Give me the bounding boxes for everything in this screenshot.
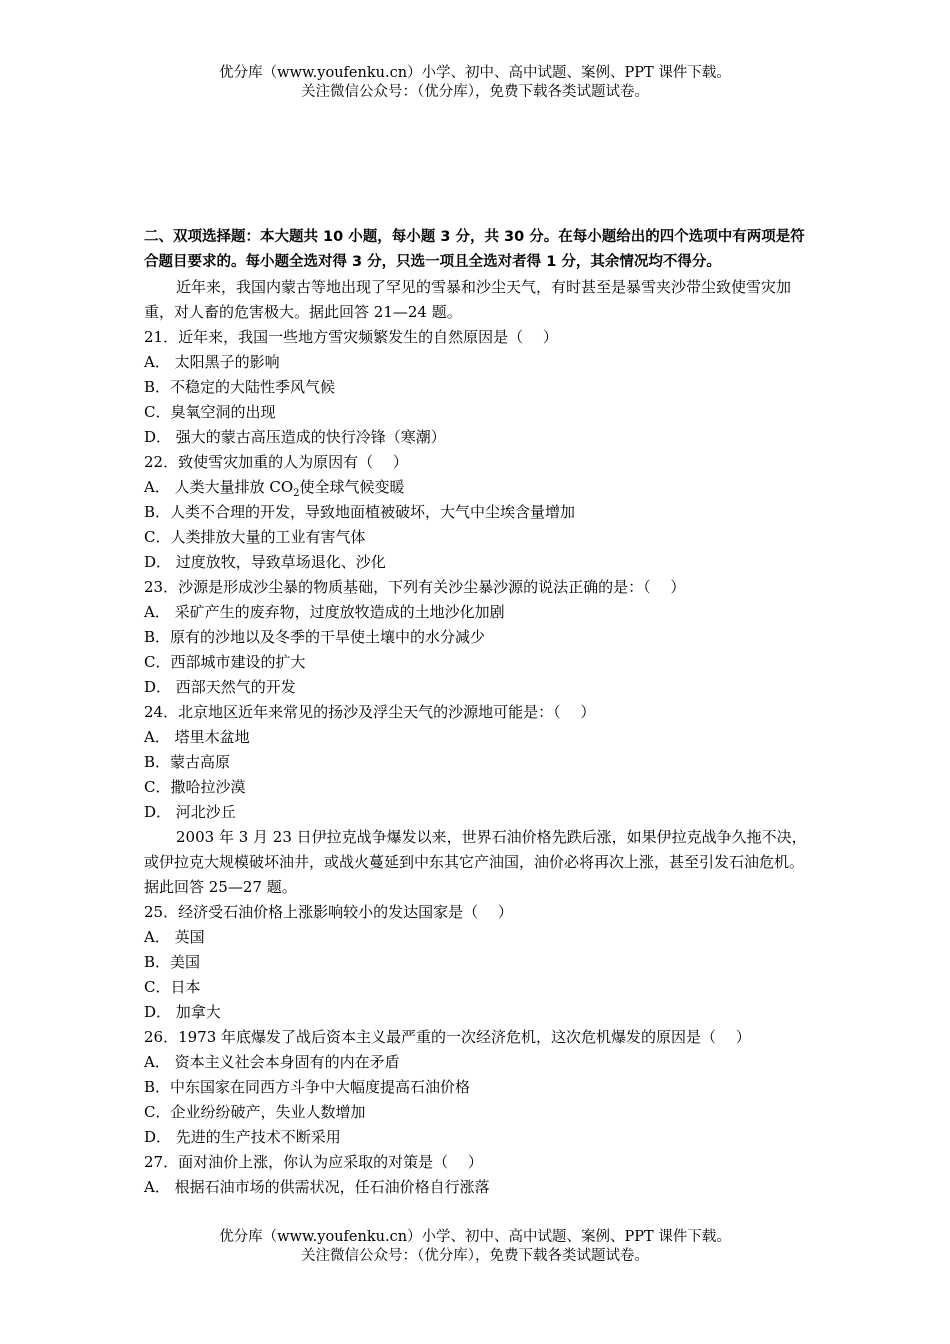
footer-line-1: 优分库（www.youfenku.cn）小学、初中、高中试题、案例、PPT 课件下载。 (219, 1229, 731, 1245)
question-22 (144, 450, 810, 575)
question-stem: 24．北京地区近年来常见的扬沙及浮尘天气的沙源地可能是：（ ） (144, 703, 596, 721)
question-26 (144, 1025, 810, 1150)
option-d: D． 加拿大 (144, 1003, 221, 1021)
option-a-text: A． 人类大量排放 CO (144, 478, 294, 496)
option-a (144, 475, 810, 500)
option-a: A． 资本主义社会本身固有的内在矛盾 (144, 1053, 400, 1071)
header-line-2: 关注微信公众号：（优分库），免费下载各类试题试卷。 (301, 84, 649, 100)
option-c: C．日本 (144, 978, 201, 996)
option-a: A． 英国 (144, 928, 205, 946)
question-21 (144, 325, 810, 450)
question-24 (144, 700, 810, 825)
question-stem: 26．1973 年底爆发了战后资本主义最严重的一次经济危机，这次危机爆发的原因是（ ） (144, 1028, 751, 1046)
option-d: D． 过度放牧，导致草场退化、沙化 (144, 553, 386, 571)
option-d: D． 先进的生产技术不断采用 (144, 1128, 341, 1146)
header-line-1: 优分库（www.youfenku.cn）小学、初中、高中试题、案例、PPT 课件下载。 (219, 65, 731, 81)
question-27 (144, 1150, 810, 1200)
option-a: A． 根据石油市场的供需状况，任石油价格自行涨落 (144, 1178, 490, 1196)
option-c: C．企业纷纷破产，失业人数增加 (144, 1103, 366, 1121)
option-a: A． 塔里木盆地 (144, 728, 250, 746)
question-25 (144, 900, 810, 1025)
question-23 (144, 575, 810, 700)
option-a: A． 采矿产生的废弃物，过度放牧造成的土地沙化加剧 (144, 603, 505, 621)
question-stem: 22．致使雪灾加重的人为原因有（ ） (144, 453, 408, 471)
question-stem: 25．经济受石油价格上涨影响较小的发达国家是（ ） (144, 903, 513, 921)
option-b: B．原有的沙地以及冬季的干旱使土壤中的水分减少 (144, 628, 486, 646)
option-b: B．蒙古高原 (144, 753, 231, 771)
question-stem: 21．近年来，我国一些地方雪灾频繁发生的自然原因是（ ） (144, 328, 558, 346)
question-stem: 27．面对油价上涨，你认为应采取的对策是（ ） (144, 1153, 483, 1171)
footer-line-2: 关注微信公众号：（优分库），免费下载各类试题试卷。 (301, 1248, 649, 1264)
option-b: B．美国 (144, 953, 201, 971)
option-b: B．不稳定的大陆性季风气候 (144, 378, 336, 396)
question-stem: 23．沙源是形成沙尘暴的物质基础，下列有关沙尘暴沙源的说法正确的是：（ ） (144, 578, 686, 596)
subscript: 2 (293, 488, 300, 499)
document-body (144, 225, 810, 1200)
option-c: C．西部城市建设的扩大 (144, 653, 306, 671)
option-d: D． 西部天然气的开发 (144, 678, 296, 696)
option-b: B．人类不合理的开发，导致地面植被破坏，大气中尘埃含量增加 (144, 503, 576, 521)
intro-paragraph-1: 近年来，我国内蒙古等地出现了罕见的雪暴和沙尘天气，有时甚至是暴雪夹沙带尘致使雪灾加重，对人畜的危害极大。据此回答 21—24 题。 (144, 278, 792, 321)
option-d: D． 强大的蒙古高压造成的快行冷锋（寒潮） (144, 428, 446, 446)
option-a: A． 太阳黑子的影响 (144, 353, 280, 371)
option-d: D． 河北沙丘 (144, 803, 236, 821)
option-b: B．中东国家在同西方斗争中大幅度提高石油价格 (144, 1078, 471, 1096)
page-header (0, 64, 950, 102)
option-c: C．撒哈拉沙漠 (144, 778, 246, 796)
page-footer (0, 1228, 950, 1266)
section-title: 二、双项选择题：本大题共 10 小题，每小题 3 分，共 30 分。在每小题给出的四个选项中有两项是符合题目要求的。每小题全选对得 3 分，只选一项且全选对者得 1 分，其余情况均不得分。 (144, 229, 805, 270)
option-a-text-end: 使全球气候变暖 (299, 478, 405, 496)
option-c: C．人类排放大量的工业有害气体 (144, 528, 366, 546)
option-c: C．臭氧空洞的出现 (144, 403, 276, 421)
intro-paragraph-2: 2003 年 3 月 23 日伊拉克战争爆发以来，世界石油价格先跌后涨，如果伊拉克战争久拖不决，或伊拉克大规模破坏油井，或战火蔓延到中东其它产油国，油价必将再次上涨，甚至引发石油危机。据此回答 25—27 题。 (144, 828, 807, 896)
